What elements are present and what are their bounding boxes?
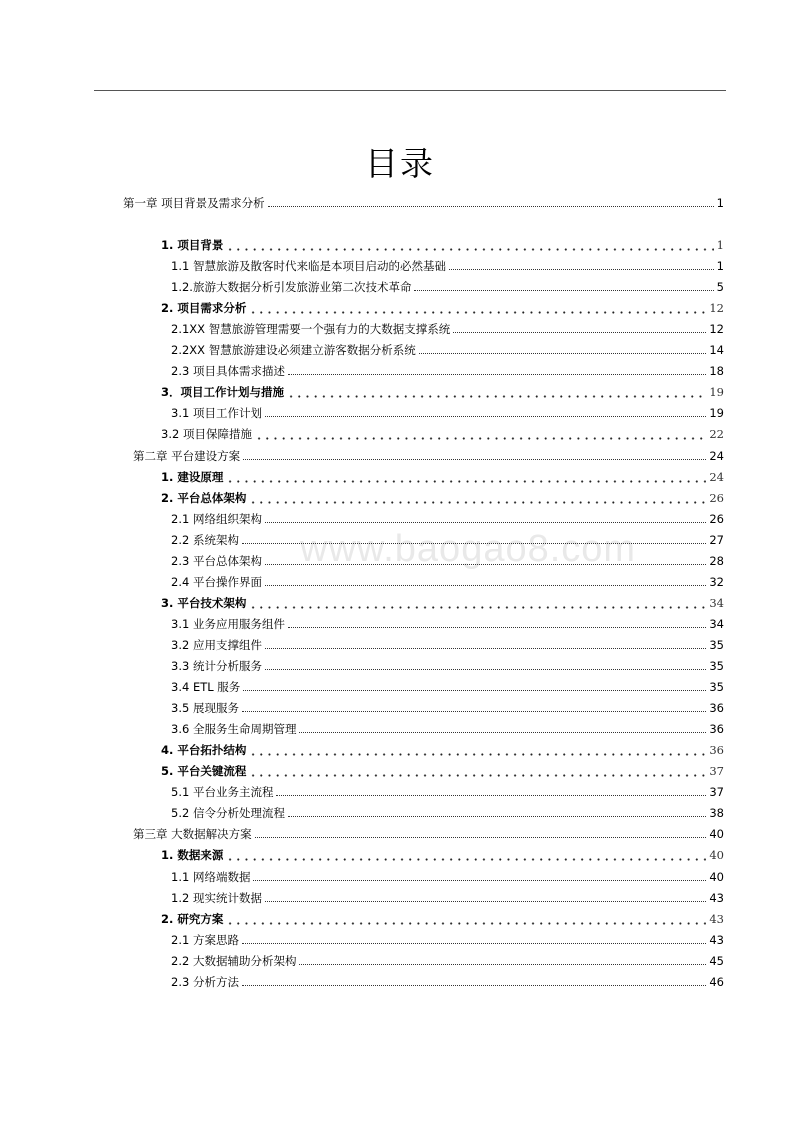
toc-entry-title: 2. 研究方案: [161, 911, 224, 926]
dot-leader: [268, 206, 714, 207]
toc-entry-title: 3.2 项目保障措施: [161, 427, 252, 442]
toc-entry-title: 5. 平台关键流程: [161, 764, 247, 779]
toc-entry-title: 1.2 现实统计数据: [171, 890, 262, 905]
toc-entry-page-number: 19: [709, 406, 724, 421]
dot-leader: [276, 795, 706, 796]
toc-entry-title: 1. 项目背景: [161, 238, 224, 252]
toc-entry[interactable]: [161, 423, 724, 441]
dot-leader: [242, 543, 706, 544]
toc-entry-page-number: 28: [709, 553, 724, 568]
toc-entry-title: 2.3 分析方法: [171, 974, 239, 989]
toc-entry-page-number: 43: [709, 932, 724, 947]
dot-leader: [226, 471, 706, 483]
toc-entry-title: 1. 建设原理: [161, 469, 224, 484]
toc-entry[interactable]: [171, 634, 724, 652]
toc-entry-title: 2. 项目需求分析: [161, 301, 247, 316]
toc-entry[interactable]: [161, 487, 724, 505]
dot-leader: [288, 816, 706, 817]
toc-entry-page-number: 26: [709, 511, 724, 526]
toc-entry-page-number: 36: [709, 743, 724, 758]
dot-leader: [265, 564, 706, 565]
dot-leader: [453, 332, 706, 333]
dot-leader: [265, 901, 706, 902]
toc-entry-title: 3. 平台技术架构: [161, 595, 247, 610]
dot-leader: [255, 837, 707, 838]
toc-entry[interactable]: [133, 445, 724, 463]
toc-entry[interactable]: [171, 781, 724, 799]
toc-entry-page-number: 34: [709, 595, 724, 610]
toc-entry[interactable]: [133, 823, 724, 841]
toc-entry-page-number: 40: [709, 848, 724, 863]
toc-entry-title: 2.1 网络组织架构: [171, 511, 262, 526]
toc-entry-title: 3.1 项目工作计划: [171, 406, 262, 421]
toc-entry-page-number: 37: [709, 785, 724, 800]
toc-entry-page-number: 43: [709, 890, 724, 905]
dot-leader: [242, 943, 706, 944]
toc-entry[interactable]: [171, 697, 724, 715]
toc-entry-page-number: 27: [709, 532, 724, 547]
dot-leader: [243, 459, 706, 460]
dot-leader: [288, 374, 706, 375]
dot-leader: [299, 964, 706, 965]
toc-entry[interactable]: [171, 613, 724, 631]
dot-leader: [249, 765, 706, 777]
toc-entry-page-number: 40: [709, 827, 724, 842]
toc-entry[interactable]: [171, 929, 724, 947]
toc-entry-page-number: 36: [709, 701, 724, 716]
toc-entry-title: 4. 平台拓扑结构: [161, 743, 247, 758]
toc-entry-title: 第一章 项目背景及需求分析: [123, 196, 265, 210]
toc-entry-page-number: 14: [709, 343, 724, 358]
toc-entry[interactable]: [171, 950, 724, 968]
toc-entry[interactable]: [161, 592, 724, 610]
toc-entry-title: 2. 平台总体架构: [161, 490, 247, 505]
toc-entry-title: 2.4 平台操作界面: [171, 574, 262, 589]
dot-leader: [265, 416, 706, 417]
dot-leader: [242, 711, 706, 712]
toc-entry-title: 5.1 平台业务主流程: [171, 785, 274, 800]
dot-leader: [287, 386, 706, 398]
toc-entry[interactable]: [161, 739, 724, 757]
dot-leader: [226, 239, 713, 251]
dot-leader: [253, 880, 706, 881]
toc-entry[interactable]: [171, 318, 724, 336]
toc-entry-page-number: 24: [709, 448, 724, 463]
toc-entry-title: 1.1 网络端数据: [171, 869, 251, 884]
toc-entry-title: 5.2 信令分析处理流程: [171, 806, 285, 821]
toc-entry[interactable]: [161, 381, 724, 399]
toc-entry-title: 1.2.旅游大数据分析引发旅游业第二次技术革命: [171, 280, 412, 295]
toc-entry-page-number: 45: [709, 953, 724, 968]
toc-entry[interactable]: [161, 844, 724, 862]
toc-entry[interactable]: [171, 655, 724, 673]
toc-entry-title: 3.3 统计分析服务: [171, 659, 262, 673]
toc-entry[interactable]: [171, 255, 724, 273]
dot-leader: [249, 492, 706, 504]
toc-entry-page-number: 1: [716, 259, 724, 274]
toc-entry[interactable]: [171, 360, 724, 378]
toc-entry-title: 2.2 大数据辅助分析架构: [171, 953, 297, 968]
dot-leader: [249, 302, 706, 314]
toc-entry-page-number: 18: [709, 364, 724, 379]
toc-entry-title: 3.1 业务应用服务组件: [171, 616, 285, 631]
dot-leader: [243, 690, 706, 691]
dot-leader: [242, 985, 706, 986]
toc-entry[interactable]: [171, 550, 724, 568]
toc-entry-page-number: 24: [709, 469, 724, 484]
toc-entry-title: 3.4 ETL 服务: [171, 680, 241, 695]
toc-entry[interactable]: [171, 676, 724, 694]
page-title: 目录: [365, 144, 435, 184]
toc-entry[interactable]: [161, 908, 724, 926]
toc-entry-page-number: 12: [709, 301, 724, 316]
toc-entry-title: 3.6 全服务生命周期管理: [171, 722, 297, 737]
toc-entry[interactable]: [171, 887, 724, 905]
dot-leader: [419, 353, 707, 354]
toc-entry[interactable]: [171, 339, 724, 357]
toc-entry-page-number: 35: [709, 680, 724, 695]
toc-entry-page-number: 37: [709, 764, 724, 779]
toc-entry-page-number: 46: [709, 974, 724, 989]
toc-entry-page-number: 36: [709, 722, 724, 737]
dot-leader: [226, 913, 706, 925]
toc-entry-page-number: 26: [709, 490, 724, 505]
toc-entry[interactable]: [171, 718, 724, 736]
dot-leader: [249, 744, 706, 756]
toc-entry[interactable]: [171, 276, 724, 294]
toc-entry[interactable]: [161, 234, 724, 252]
toc-entry[interactable]: [123, 192, 724, 210]
toc-entry-title: 1. 数据来源: [161, 848, 224, 863]
toc-entry-title: 3.5 展现服务: [171, 701, 239, 716]
dot-leader: [255, 428, 706, 440]
toc-entry-title: 2.1 方案思路: [171, 932, 239, 947]
toc-entry-page-number: 35: [709, 659, 724, 673]
toc-entry-title: 第三章 大数据解决方案: [133, 827, 252, 842]
dot-leader: [414, 290, 713, 291]
dot-leader: [226, 849, 706, 861]
toc-entry-page-number: 34: [709, 616, 724, 631]
dot-leader: [265, 648, 706, 649]
toc-entry-page-number: 5: [716, 280, 724, 295]
toc-entry[interactable]: [161, 760, 724, 778]
toc-entry-page-number: 38: [709, 806, 724, 821]
toc-entry[interactable]: [171, 971, 724, 989]
dot-leader: [265, 585, 706, 586]
dot-leader: [265, 669, 706, 670]
toc-entry-title: 2.1XX 智慧旅游管理需要一个强有力的大数据支撑系统: [171, 322, 451, 337]
dot-leader: [288, 627, 706, 628]
toc-entry-title: 2.3 项目具体需求描述: [171, 364, 285, 379]
toc-entry-page-number: 32: [709, 574, 724, 589]
dot-leader: [299, 732, 706, 733]
toc-entry[interactable]: [171, 529, 724, 547]
toc-entry-title: 第二章 平台建设方案: [133, 448, 241, 463]
toc-entry-page-number: 40: [709, 869, 724, 884]
toc-entry[interactable]: [171, 508, 724, 526]
toc-entry[interactable]: [171, 802, 724, 820]
toc-entry[interactable]: [161, 466, 724, 484]
toc-entry[interactable]: [171, 866, 724, 884]
toc-entry-page-number: 35: [709, 637, 724, 652]
dot-leader: [265, 522, 706, 523]
toc-entry-page-number: 1: [716, 196, 724, 210]
toc-entry[interactable]: [171, 402, 724, 420]
toc-entry-title: 2.2XX 智慧旅游建设必须建立游客数据分析系统: [171, 343, 416, 358]
toc-entry-title: 2.3 平台总体架构: [171, 553, 262, 568]
toc-entry-title: 3．项目工作计划与措施: [161, 385, 285, 400]
toc-entry-page-number: 22: [709, 427, 724, 442]
toc-entry-page-number: 19: [709, 385, 724, 400]
watermark: www.baogao8.com: [300, 528, 637, 570]
toc-entry-title: 3.2 应用支撑组件: [171, 637, 262, 652]
toc-entry[interactable]: [171, 571, 724, 589]
toc-entry-page-number: 43: [709, 911, 724, 926]
toc-entry-page-number: 12: [709, 322, 724, 337]
toc-entry-title: 2.2 系统架构: [171, 532, 239, 547]
toc-entry-title: 1.1 智慧旅游及散客时代来临是本项目启动的必然基础: [171, 259, 446, 274]
toc-entry-page-number: 1: [716, 238, 724, 252]
dot-leader: [249, 597, 706, 609]
toc-entry[interactable]: [161, 297, 724, 315]
dot-leader: [449, 269, 714, 270]
